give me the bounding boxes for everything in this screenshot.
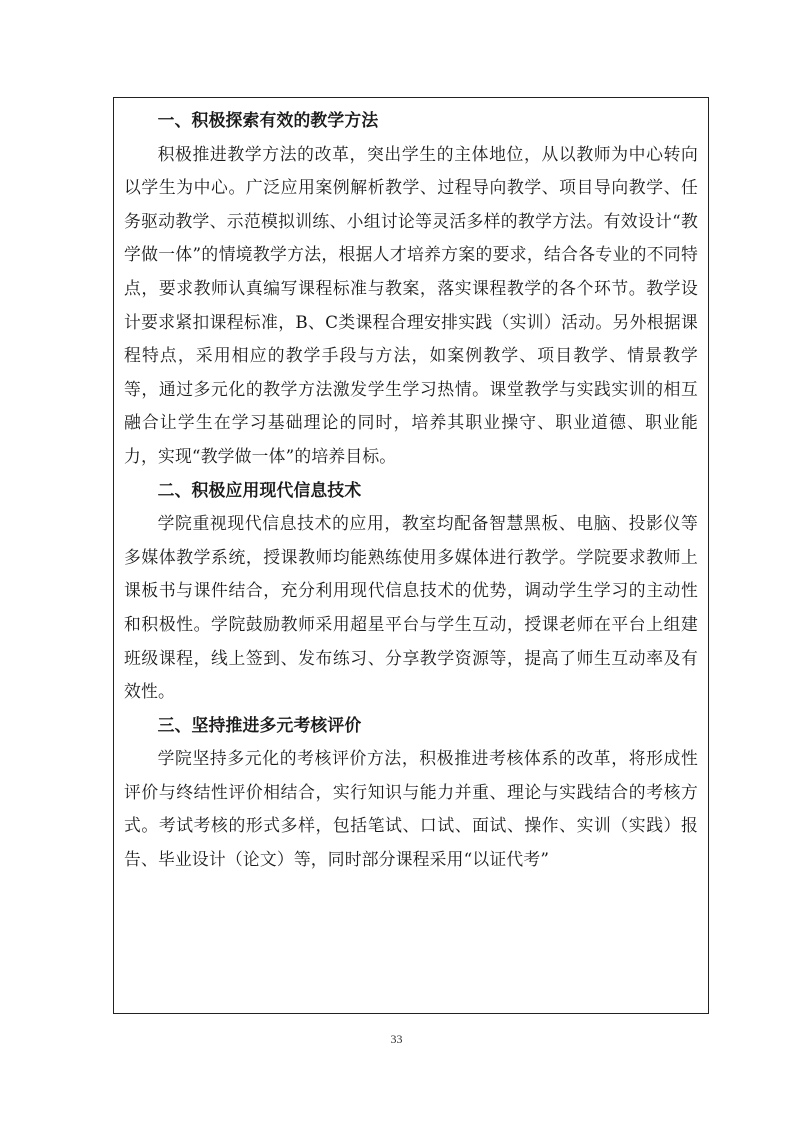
page-number: 33 (390, 1032, 403, 1046)
section-heading-3: 三、坚持推进多元考核评价 (157, 714, 362, 735)
section-body-2: 学院重视现代信息技术的应用，教室均配备智慧黑板、电脑、投影仪等多媒体教学系统，授课教师均能熟练使用多媒体进行教学。学院要求教师上课板书与课件结合，充分利用现代信息技术的优势，调动学生学习的主动性和积极性。学院鼓励教师采用超星平台与学生互动，授课老师在平台上组建班级课程，线上签到、发布练习、分享教学资源等，提高了师生互动率及有效性。 (124, 513, 698, 702)
section-heading-1: 一、积极探索有效的教学方法 (157, 110, 379, 130)
section-heading-2: 二、积极应用现代信息技术 (157, 479, 362, 500)
section-body-3: 学院坚持多元化的考核评价方法，积极推进考核体系的改革，将形成性评价与终结性评价相结合，实行知识与能力并重、理论与实践结合的考核方式。考试考核的形式多样，包括笔试、口试、面试、操作、实训（实践）报告、毕业设计（论文）等，同时部分课程采用“以证代考” (124, 748, 698, 870)
content-frame (113, 97, 709, 1014)
section-body-1: 积极推进教学方法的改革，突出学生的主体地位，从以教师为中心转向以学生为中心。广泛应用案例解析教学、过程导向教学、项目导向教学、任务驱动教学、示范模拟训练、小组讨论等灵活多样的教学方法。有效设计“教学做一体”的情境教学方法，根据人才培养方案的要求，结合各专业的不同特点，要求教师认真编写课程标准与教案，落实课程教学的各个环节。教学设计要求紧扣课程标准，B、C类课程合理安排实践（实训）活动。另外根据课程特点，采用相应的教学手段与方法，如案例教学、项目教学、情景教学等，通过多元化的教学方法激发学生学习热情。课堂教学与实践实训的相互融合让学生在学习基础理论的同时，培养其职业操守、职业道德、职业能力，实现“教学做一体”的培养目标。 (124, 143, 698, 466)
document-body (124, 104, 698, 877)
